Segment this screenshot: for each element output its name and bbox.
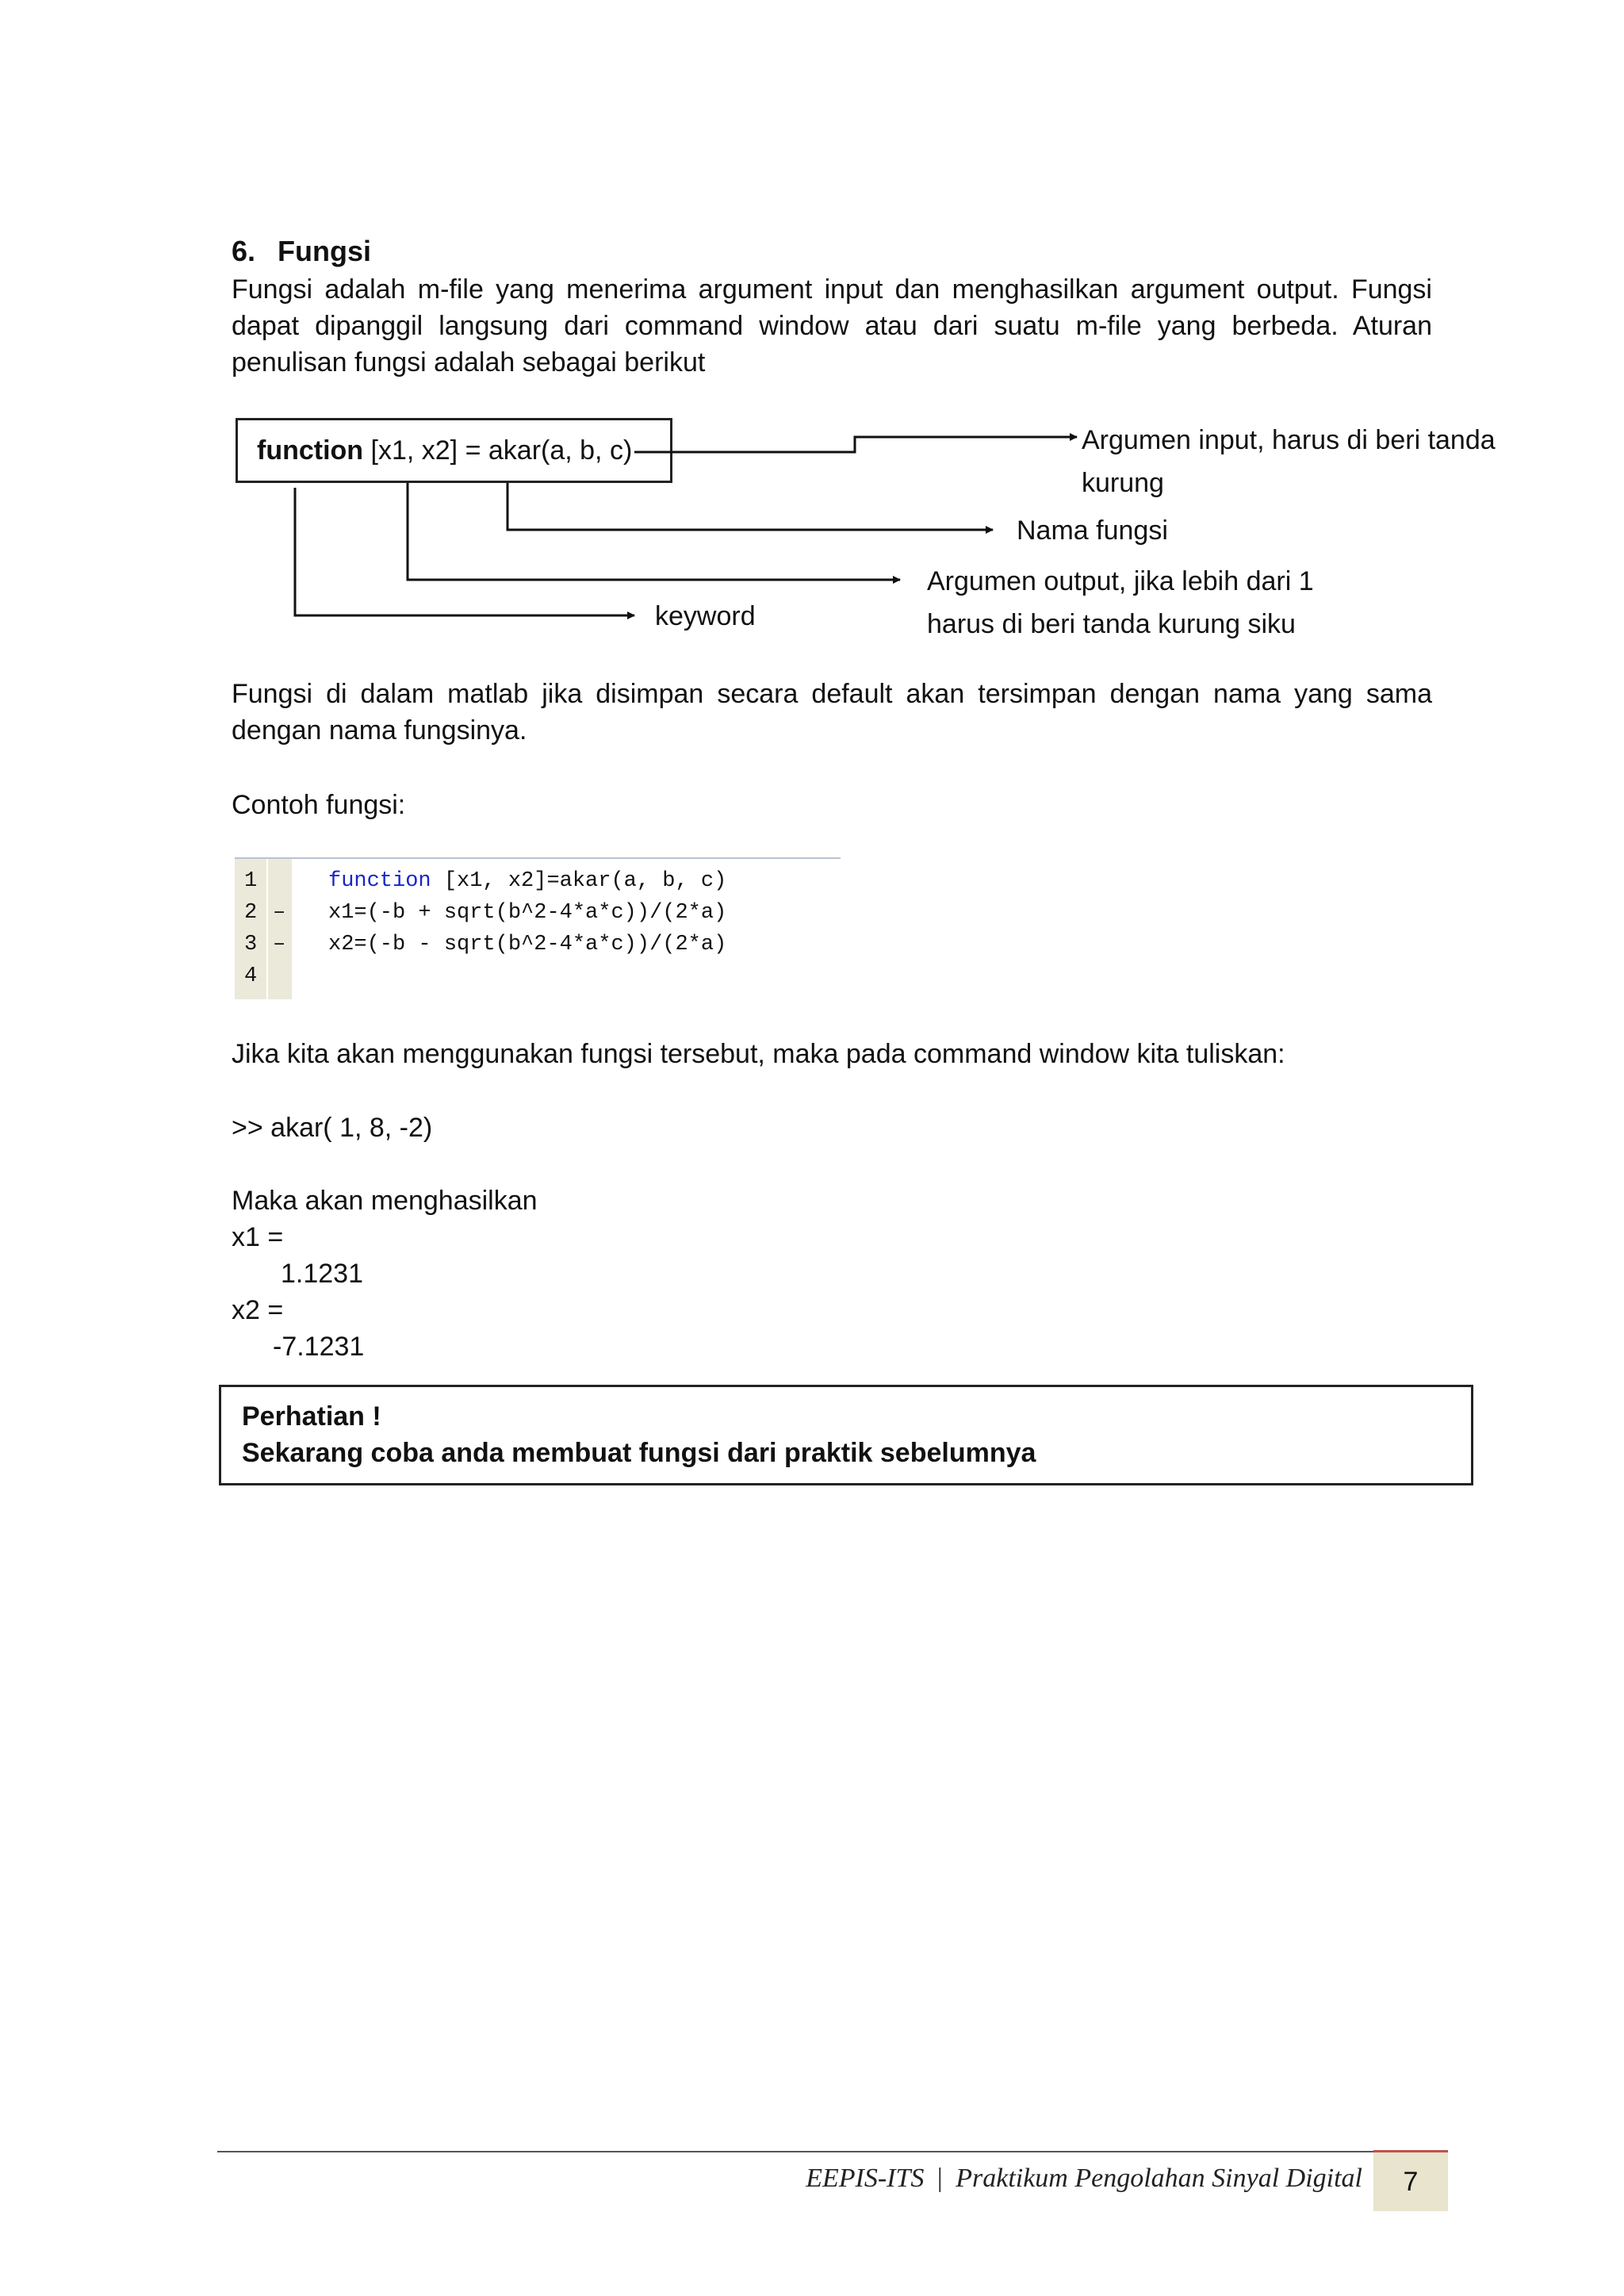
label-nama-fungsi: Nama fungsi bbox=[1017, 516, 1168, 546]
code-statement: x1=(-b + sqrt(b^2-4*a*c))/(2*a) bbox=[328, 901, 727, 925]
footer-course: Praktikum Pengolahan Sinyal Digital bbox=[956, 2164, 1362, 2193]
code-line-text bbox=[328, 897, 726, 929]
footer-rule bbox=[217, 2151, 1448, 2152]
code-line-number: 4 bbox=[244, 964, 258, 988]
label-input-line1: Argumen input, harus di beri tanda bbox=[1082, 425, 1496, 455]
footer-org: EEPIS-ITS bbox=[806, 2164, 925, 2193]
code-line-number: 3 bbox=[244, 933, 258, 956]
code-keyword: function bbox=[328, 869, 431, 893]
code-statement: x2=(-b - sqrt(b^2-4*a*c))/(2*a) bbox=[328, 933, 727, 956]
result-block bbox=[232, 1182, 538, 1365]
label-output-line2: harus di beri tanda kurung siku bbox=[927, 609, 1296, 639]
result-x2-label: x2 = bbox=[232, 1295, 284, 1325]
result-x1-label: x1 = bbox=[232, 1222, 284, 1252]
intro-paragraph: Fungsi adalah m-file yang menerima argument input dan menghasilkan argument output. Fungsi dapat dipanggil langsung dari command window atau dari suatu m-file yang berbeda. Aturan penulisan fungsi adalah sebagai berikut bbox=[232, 274, 1432, 378]
page-number: 7 bbox=[1373, 2152, 1448, 2211]
usage-paragraph: Jika kita akan menggunakan fungsi tersebut, maka pada command window kita tuliskan: bbox=[232, 1039, 1285, 1069]
label-input-line2: kurung bbox=[1082, 468, 1164, 498]
code-line-text bbox=[328, 929, 726, 960]
label-argumen-output bbox=[927, 560, 1314, 646]
arrow-output bbox=[408, 483, 900, 580]
label-output-line1: Argumen output, jika lebih dari 1 bbox=[927, 566, 1314, 596]
arrow-keyword bbox=[295, 488, 634, 615]
section-title: Fungsi bbox=[278, 235, 372, 267]
note-title: Perhatian ! bbox=[242, 1401, 381, 1432]
label-keyword: keyword bbox=[655, 601, 756, 631]
result-intro: Maka akan menghasilkan bbox=[232, 1186, 538, 1216]
default-paragraph: Fungsi di dalam matlab jika disimpan secara default akan tersimpan dengan nama yang sama dengan nama fungsinya. bbox=[232, 679, 1432, 746]
code-line-number: 2 bbox=[244, 901, 258, 925]
command-line: >> akar( 1, 8, -2) bbox=[232, 1113, 433, 1143]
note-box bbox=[219, 1385, 1473, 1485]
code-line-text bbox=[328, 865, 726, 897]
section-number: 6. bbox=[232, 235, 256, 267]
code-line-marker: – bbox=[273, 933, 286, 956]
result-x2-value: -7.1231 bbox=[273, 1332, 365, 1362]
code-statement: [x1, x2]=akar(a, b, c) bbox=[431, 869, 727, 893]
footer-text bbox=[806, 2159, 1362, 2198]
example-label: Contoh fungsi: bbox=[232, 790, 406, 820]
code-line-marker: – bbox=[273, 901, 286, 925]
note-text: Sekarang coba anda membuat fungsi dari praktik sebelumnya bbox=[242, 1438, 1036, 1468]
label-argumen-input bbox=[1082, 419, 1496, 504]
arrow-name bbox=[508, 483, 993, 530]
code-editor bbox=[235, 857, 841, 999]
syntax-keyword: function bbox=[257, 435, 364, 466]
diagram-arrows bbox=[0, 0, 1624, 714]
arrow-input bbox=[634, 437, 1077, 452]
footer-separator: | bbox=[936, 2164, 943, 2193]
syntax-rest: [x1, x2] = akar(a, b, c) bbox=[363, 435, 633, 466]
result-x1-value: 1.1231 bbox=[281, 1259, 363, 1289]
code-line-number: 1 bbox=[244, 869, 258, 893]
